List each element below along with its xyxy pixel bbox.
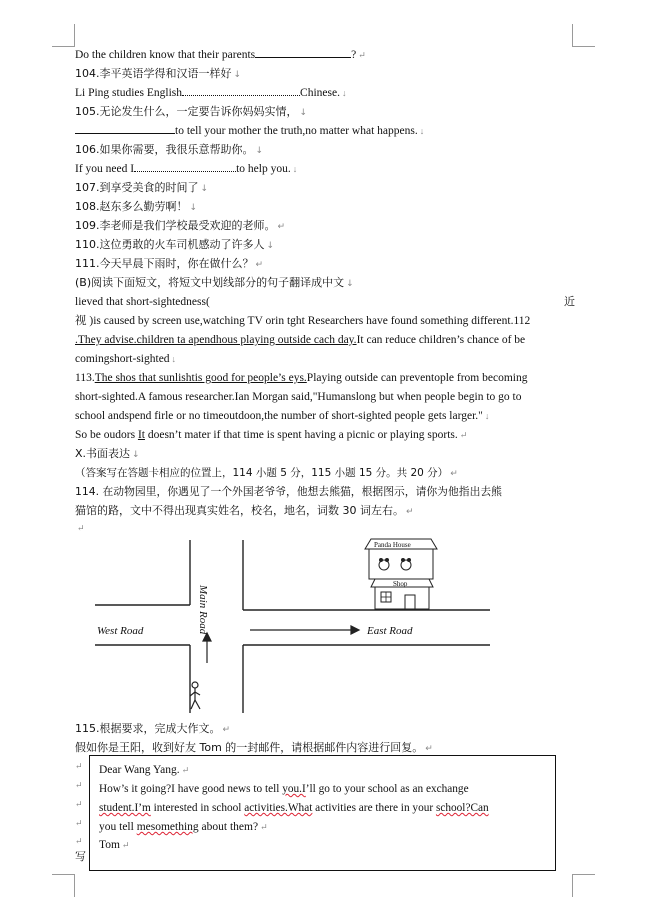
email-line: you tell mesomething about them? ↵ <box>99 821 268 833</box>
email-line: student.I’m interested in school activities.What activities are there in your school?Can <box>99 802 489 814</box>
doc-line: 假如你是王阳，收到好友 Tom 的一封邮件，请根据邮件内容进行回复。 ↵ <box>75 741 433 754</box>
doc-line: ↵ <box>77 523 85 533</box>
map-label-east-road: East Road <box>367 625 413 637</box>
answer-blank <box>182 84 300 96</box>
write-label: 写 <box>75 850 86 863</box>
email-signature: Tom ↵ <box>99 839 130 851</box>
doc-line: Li Ping studies English Chinese. ↓ <box>75 84 575 102</box>
doc-line: 猫馆的路，文中不得出现真实姓名，校名，地名，词数 30 词左右。 ↵ <box>75 504 414 517</box>
doc-line: 113.The shos that sunlishtis good for people’s eys.Playing outside can preventople from becoming <box>75 372 528 384</box>
paragraph-mark: ↵ <box>75 836 83 846</box>
section-heading: X.书面表达 ↓ <box>75 447 140 460</box>
walking-person-icon <box>190 682 200 709</box>
doc-line: If you need I to help you. ↓ <box>75 160 575 178</box>
doc-line: school andspend firle or no timeoutdoon,the number of short-sighted people gets larger." ↓ <box>75 410 490 422</box>
doc-line: to tell your mother the truth,no matter what happens. ↓ <box>75 122 575 140</box>
paragraph-mark: ↵ <box>75 780 83 790</box>
doc-line: 111.今天早晨下雨时，你在做什么？ ↵ <box>75 257 264 270</box>
doc-line: 110.这位勇敢的火车司机感动了许多人 ↓ <box>75 238 275 251</box>
answer-blank <box>255 46 351 58</box>
answer-blank <box>75 122 175 134</box>
doc-line: comingshort-sighted ↓ <box>75 353 177 365</box>
paragraph-mark: ↵ <box>75 761 83 771</box>
doc-line: 108.赵东多么勤劳啊！ ↓ <box>75 200 198 213</box>
doc-line: 104.李平英语学得和汉语一样好 ↓ <box>75 67 242 80</box>
map-label-main-road: Main Road <box>197 585 209 635</box>
email-greeting: Dear Wang Yang. ↵ <box>99 764 190 776</box>
doc-line: 105.无论发生什么，一定要告诉你妈妈实情， ↓ <box>75 105 308 118</box>
map-label-west-road: West Road <box>97 625 144 637</box>
doc-line: short-sighted.A famous researcher.Ian Morgan said,"Humanslong but when people begin to go to <box>75 391 522 403</box>
corner-mark-top-right <box>572 24 595 47</box>
email-line: How’s it going?I have good news to tell you.I’ll go to your school as an exchange <box>99 783 469 795</box>
doc-line: 115.根据要求，完成大作文。 ↵ <box>75 722 231 735</box>
doc-line: （答案写在答题卡相应的位置上，114 小题 5 分，115 小题 15 分。共 20 分） ↵ <box>75 467 458 479</box>
route-map <box>95 535 515 715</box>
doc-line: Do the children know that their parents ? ↵ <box>75 46 575 64</box>
doc-line: lieved that short-sightedness( 近 <box>75 295 575 308</box>
doc-line: 109.李老师是我们学校最受欢迎的老师。 ↵ <box>75 219 286 232</box>
corner-mark-bottom-left <box>52 874 75 897</box>
email-box <box>89 755 556 871</box>
map-label-panda-house: Panda House <box>374 541 411 549</box>
doc-line: (B)阅读下面短文，将短文中划线部分的句子翻译成中文 ↓ <box>75 276 354 289</box>
doc-line: .They advise.children ta apendhous playing outside cach day.It can reduce children’s chance of be <box>75 334 526 346</box>
answer-blank <box>134 160 236 172</box>
doc-line: So be oudors It doesn’t mater if that time is spent having a picnic or playing sports. ↵ <box>75 429 468 441</box>
corner-mark-bottom-right <box>572 874 595 897</box>
doc-line: 106.如果你需要，我很乐意帮助你。 ↓ <box>75 143 264 156</box>
corner-mark-top-left <box>52 24 75 47</box>
paragraph-mark: ↵ <box>75 799 83 809</box>
doc-line: 107.到享受美食的时间了 ↓ <box>75 181 209 194</box>
paragraph-mark: ↵ <box>75 818 83 828</box>
doc-line: 114. 在动物园里，你遇见了一个外国老爷爷，他想去熊猫，根据图示，请你为他指出去熊 <box>75 485 502 498</box>
doc-line: 视 )is caused by screen use,watching TV orin tght Researchers have found something different.112 <box>75 315 531 327</box>
map-label-shop: Shop <box>393 580 408 588</box>
